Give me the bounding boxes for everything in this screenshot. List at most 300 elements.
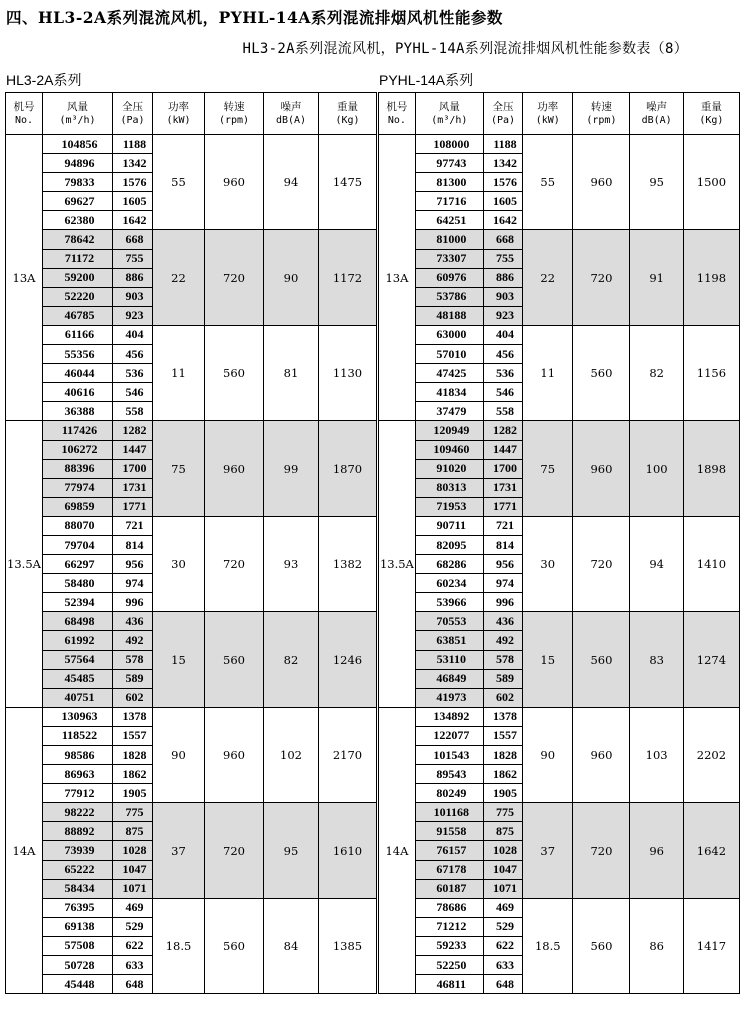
header-power: 功率 (kW) (153, 93, 205, 135)
power-cell: 15 (523, 612, 573, 707)
pressure-cell: 622 (113, 936, 153, 955)
flow-cell: 81000 (415, 230, 483, 249)
speed-cell: 960 (573, 135, 630, 230)
power-cell: 15 (153, 612, 205, 707)
flow-cell: 77974 (43, 478, 113, 497)
pressure-cell: 923 (483, 306, 522, 325)
pressure-cell: 1771 (113, 497, 153, 516)
flow-cell: 88070 (43, 516, 113, 535)
noise-cell: 82 (630, 325, 683, 420)
pressure-cell: 1905 (113, 784, 153, 803)
flow-cell: 71716 (415, 192, 483, 211)
flow-cell: 122077 (415, 726, 483, 745)
pressure-cell: 633 (483, 956, 522, 975)
flow-cell: 104856 (43, 135, 113, 154)
flow-cell: 81300 (415, 173, 483, 192)
pressure-cell: 492 (113, 631, 153, 650)
speed-cell: 560 (205, 612, 264, 707)
speed-cell: 560 (573, 898, 630, 993)
header-weight: 重量 (Kg) (319, 93, 377, 135)
flow-cell: 69859 (43, 497, 113, 516)
weight-cell: 1500 (683, 135, 739, 230)
pressure-cell: 436 (483, 612, 522, 631)
pyhl-series-label: PYHL-14A系列 (379, 72, 474, 88)
flow-cell: 76395 (43, 898, 113, 917)
flow-cell: 57010 (415, 345, 483, 364)
pressure-cell: 436 (113, 612, 153, 631)
pressure-cell: 923 (113, 306, 153, 325)
pressure-cell: 469 (483, 898, 522, 917)
power-cell: 18.5 (523, 898, 573, 993)
speed-cell: 960 (205, 421, 264, 516)
weight-cell: 1610 (319, 803, 377, 898)
flow-cell: 78642 (43, 230, 113, 249)
pressure-cell: 1188 (483, 135, 522, 154)
speed-cell: 720 (205, 803, 264, 898)
flow-cell: 55356 (43, 345, 113, 364)
weight-cell: 1274 (683, 612, 739, 707)
flow-cell: 45485 (43, 669, 113, 688)
flow-cell: 88396 (43, 459, 113, 478)
table-row (379, 135, 740, 154)
pressure-cell: 1828 (113, 746, 153, 765)
noise-cell: 83 (630, 612, 683, 707)
flow-cell: 94896 (43, 154, 113, 173)
table-row (6, 612, 377, 631)
header-pressure: 全压 (Pa) (113, 93, 153, 135)
flow-cell: 64251 (415, 211, 483, 230)
flow-cell: 91020 (415, 459, 483, 478)
flow-cell: 53966 (415, 593, 483, 612)
flow-cell: 46785 (43, 306, 113, 325)
weight-cell: 1246 (319, 612, 377, 707)
header-weight: 重量 (Kg) (683, 93, 739, 135)
pressure-cell: 996 (113, 593, 153, 612)
pressure-cell: 1047 (113, 860, 153, 879)
power-cell: 11 (523, 325, 573, 420)
flow-cell: 60187 (415, 879, 483, 898)
flow-cell: 40616 (43, 383, 113, 402)
pressure-cell: 1576 (113, 173, 153, 192)
pressure-cell: 875 (113, 822, 153, 841)
flow-cell: 57508 (43, 936, 113, 955)
speed-cell: 960 (205, 707, 264, 802)
table-row (379, 898, 740, 917)
flow-cell: 58480 (43, 574, 113, 593)
table-row (6, 707, 377, 726)
pressure-cell: 529 (113, 917, 153, 936)
flow-cell: 68286 (415, 555, 483, 574)
flow-cell: 52394 (43, 593, 113, 612)
table-row (6, 898, 377, 917)
pressure-cell: 1862 (113, 765, 153, 784)
flow-cell: 71953 (415, 497, 483, 516)
flow-cell: 80249 (415, 784, 483, 803)
header-speed: 转速 (rpm) (573, 93, 630, 135)
pressure-cell: 875 (483, 822, 522, 841)
pressure-cell: 1071 (113, 879, 153, 898)
speed-cell: 960 (573, 421, 630, 516)
weight-cell: 1382 (319, 516, 377, 611)
power-cell: 90 (153, 707, 205, 802)
header-machine: 机号 No. (6, 93, 43, 135)
power-cell: 30 (523, 516, 573, 611)
pressure-cell: 404 (483, 325, 522, 344)
header-power: 功率 (kW) (523, 93, 573, 135)
flow-cell: 66297 (43, 555, 113, 574)
noise-cell: 96 (630, 803, 683, 898)
header-machine: 机号 No. (379, 93, 416, 135)
pressure-cell: 775 (483, 803, 522, 822)
pressure-cell: 1342 (113, 154, 153, 173)
table-body (6, 135, 377, 994)
pressure-cell: 1378 (483, 707, 522, 726)
pressure-cell: 1700 (483, 459, 522, 478)
pressure-cell: 956 (483, 555, 522, 574)
flow-cell: 48188 (415, 306, 483, 325)
pressure-cell: 814 (113, 535, 153, 554)
pressure-cell: 814 (483, 535, 522, 554)
pressure-cell: 956 (113, 555, 153, 574)
pressure-cell: 589 (113, 669, 153, 688)
speed-cell: 720 (205, 516, 264, 611)
machine-number-cell: 13.5A (6, 421, 43, 707)
table-row (6, 230, 377, 249)
noise-cell: 93 (264, 516, 319, 611)
table-row (379, 421, 740, 440)
pressure-cell: 886 (483, 268, 522, 287)
flow-cell: 101168 (415, 803, 483, 822)
sub-title: HL3-2A系列混流风机，PYHL-14A系列混流排烟风机性能参数表（8） (242, 41, 688, 57)
flow-cell: 62380 (43, 211, 113, 230)
weight-cell: 1410 (683, 516, 739, 611)
flow-cell: 40751 (43, 688, 113, 707)
flow-cell: 53786 (415, 287, 483, 306)
pressure-cell: 1378 (113, 707, 153, 726)
flow-cell: 58434 (43, 879, 113, 898)
machine-number-cell: 13.5A (379, 421, 416, 707)
pressure-cell: 1731 (113, 478, 153, 497)
flow-cell: 73939 (43, 841, 113, 860)
pressure-cell: 622 (483, 936, 522, 955)
noise-cell: 90 (264, 230, 319, 325)
weight-cell: 2202 (683, 707, 739, 802)
speed-cell: 960 (573, 707, 630, 802)
speed-cell: 720 (573, 803, 630, 898)
noise-cell: 102 (264, 707, 319, 802)
pressure-cell: 602 (113, 688, 153, 707)
flow-cell: 65222 (43, 860, 113, 879)
flow-cell: 69138 (43, 917, 113, 936)
power-cell: 37 (153, 803, 205, 898)
pressure-cell: 1605 (113, 192, 153, 211)
flow-cell: 117426 (43, 421, 113, 440)
flow-cell: 60976 (415, 268, 483, 287)
table-row (6, 135, 377, 154)
weight-cell: 1898 (683, 421, 739, 516)
noise-cell: 103 (630, 707, 683, 802)
pressure-cell: 1557 (113, 726, 153, 745)
pyhl-performance-table (378, 92, 740, 994)
pressure-cell: 1557 (483, 726, 522, 745)
flow-cell: 60234 (415, 574, 483, 593)
power-cell: 22 (523, 230, 573, 325)
pressure-cell: 1731 (483, 478, 522, 497)
pressure-cell: 1700 (113, 459, 153, 478)
flow-cell: 59200 (43, 268, 113, 287)
header-noise: 噪声 dB(A) (264, 93, 319, 135)
pressure-cell: 1028 (483, 841, 522, 860)
flow-cell: 97743 (415, 154, 483, 173)
noise-cell: 91 (630, 230, 683, 325)
pressure-cell: 456 (483, 345, 522, 364)
flow-cell: 77912 (43, 784, 113, 803)
table-header-row (6, 93, 377, 135)
flow-cell: 89543 (415, 765, 483, 784)
flow-cell: 61992 (43, 631, 113, 650)
table-row (379, 803, 740, 822)
table-row (6, 421, 377, 440)
flow-cell: 46811 (415, 975, 483, 994)
speed-cell: 560 (205, 898, 264, 993)
weight-cell: 1417 (683, 898, 739, 993)
noise-cell: 86 (630, 898, 683, 993)
noise-cell: 95 (264, 803, 319, 898)
flow-cell: 50728 (43, 956, 113, 975)
flow-cell: 90711 (415, 516, 483, 535)
table-header-row (379, 93, 740, 135)
pressure-cell: 1028 (113, 841, 153, 860)
machine-number-cell: 14A (6, 707, 43, 993)
speed-cell: 720 (205, 230, 264, 325)
pressure-cell: 1447 (483, 440, 522, 459)
flow-cell: 71172 (43, 249, 113, 268)
power-cell: 11 (153, 325, 205, 420)
pressure-cell: 633 (113, 956, 153, 975)
pressure-cell: 1047 (483, 860, 522, 879)
flow-cell: 41973 (415, 688, 483, 707)
flow-cell: 37479 (415, 402, 483, 421)
header-pressure: 全压 (Pa) (483, 93, 522, 135)
pressure-cell: 492 (483, 631, 522, 650)
flow-cell: 59233 (415, 936, 483, 955)
pressure-cell: 546 (483, 383, 522, 402)
pressure-cell: 721 (483, 516, 522, 535)
flow-cell: 68498 (43, 612, 113, 631)
power-cell: 37 (523, 803, 573, 898)
pressure-cell: 755 (113, 249, 153, 268)
power-cell: 18.5 (153, 898, 205, 993)
pressure-cell: 903 (483, 287, 522, 306)
flow-cell: 70553 (415, 612, 483, 631)
power-cell: 55 (153, 135, 205, 230)
header-flow: 风量 (m³/h) (415, 93, 483, 135)
flow-cell: 88892 (43, 822, 113, 841)
flow-cell: 61166 (43, 325, 113, 344)
pressure-cell: 775 (113, 803, 153, 822)
power-cell: 55 (523, 135, 573, 230)
pressure-cell: 1576 (483, 173, 522, 192)
pressure-cell: 974 (113, 574, 153, 593)
flow-cell: 46044 (43, 364, 113, 383)
table-row (6, 803, 377, 822)
hl-series-label: HL3-2A系列 (6, 72, 82, 88)
flow-cell: 69627 (43, 192, 113, 211)
flow-cell: 80313 (415, 478, 483, 497)
weight-cell: 1172 (319, 230, 377, 325)
weight-cell: 1385 (319, 898, 377, 993)
flow-cell: 106272 (43, 440, 113, 459)
pressure-cell: 558 (483, 402, 522, 421)
noise-cell: 99 (264, 421, 319, 516)
flow-cell: 120949 (415, 421, 483, 440)
header-noise: 噪声 dB(A) (630, 93, 683, 135)
weight-cell: 2170 (319, 707, 377, 802)
pressure-cell: 668 (113, 230, 153, 249)
flow-cell: 101543 (415, 746, 483, 765)
noise-cell: 82 (264, 612, 319, 707)
pressure-cell: 721 (113, 516, 153, 535)
table-row (379, 612, 740, 631)
pressure-cell: 755 (483, 249, 522, 268)
noise-cell: 95 (630, 135, 683, 230)
pressure-cell: 1828 (483, 746, 522, 765)
table-row (379, 516, 740, 535)
pressure-cell: 1447 (113, 440, 153, 459)
pressure-cell: 1188 (113, 135, 153, 154)
flow-cell: 86963 (43, 765, 113, 784)
noise-cell: 94 (264, 135, 319, 230)
flow-cell: 63000 (415, 325, 483, 344)
power-cell: 75 (153, 421, 205, 516)
pressure-cell: 578 (483, 650, 522, 669)
flow-cell: 46849 (415, 669, 483, 688)
table-row (379, 707, 740, 726)
pressure-cell: 903 (113, 287, 153, 306)
flow-cell: 36388 (43, 402, 113, 421)
pressure-cell: 1282 (113, 421, 153, 440)
pressure-cell: 974 (483, 574, 522, 593)
weight-cell: 1642 (683, 803, 739, 898)
pressure-cell: 1605 (483, 192, 522, 211)
pressure-cell: 404 (113, 325, 153, 344)
pressure-cell: 536 (113, 364, 153, 383)
noise-cell: 84 (264, 898, 319, 993)
machine-number-cell: 14A (379, 707, 416, 993)
pressure-cell: 1642 (113, 211, 153, 230)
pressure-cell: 1642 (483, 211, 522, 230)
flow-cell: 71212 (415, 917, 483, 936)
flow-cell: 76157 (415, 841, 483, 860)
weight-cell: 1870 (319, 421, 377, 516)
header-speed: 转速 (rpm) (205, 93, 264, 135)
machine-number-cell: 13A (6, 135, 43, 421)
flow-cell: 118522 (43, 726, 113, 745)
noise-cell: 94 (630, 516, 683, 611)
pressure-cell: 1905 (483, 784, 522, 803)
table-row (6, 516, 377, 535)
flow-cell: 52220 (43, 287, 113, 306)
flow-cell: 52250 (415, 956, 483, 975)
pressure-cell: 546 (113, 383, 153, 402)
table-body (379, 135, 740, 994)
flow-cell: 109460 (415, 440, 483, 459)
pressure-cell: 456 (113, 345, 153, 364)
speed-cell: 560 (573, 325, 630, 420)
pressure-cell: 578 (113, 650, 153, 669)
pressure-cell: 648 (483, 975, 522, 994)
machine-number-cell: 13A (379, 135, 416, 421)
pressure-cell: 558 (113, 402, 153, 421)
hl-performance-table (5, 92, 377, 994)
header-flow: 风量 (m³/h) (43, 93, 113, 135)
weight-cell: 1198 (683, 230, 739, 325)
speed-cell: 720 (573, 516, 630, 611)
table-row (379, 230, 740, 249)
weight-cell: 1475 (319, 135, 377, 230)
speed-cell: 960 (205, 135, 264, 230)
pressure-cell: 1282 (483, 421, 522, 440)
flow-cell: 63851 (415, 631, 483, 650)
pressure-cell: 529 (483, 917, 522, 936)
flow-cell: 130963 (43, 707, 113, 726)
speed-cell: 560 (573, 612, 630, 707)
main-title: 四、HL3-2A系列混流风机，PYHL-14A系列混流排烟风机性能参数 (6, 8, 503, 27)
pressure-cell: 1342 (483, 154, 522, 173)
flow-cell: 47425 (415, 364, 483, 383)
table-row (6, 325, 377, 344)
noise-cell: 100 (630, 421, 683, 516)
power-cell: 22 (153, 230, 205, 325)
pressure-cell: 1862 (483, 765, 522, 784)
flow-cell: 73307 (415, 249, 483, 268)
weight-cell: 1156 (683, 325, 739, 420)
power-cell: 75 (523, 421, 573, 516)
speed-cell: 720 (573, 230, 630, 325)
pressure-cell: 1071 (483, 879, 522, 898)
pressure-cell: 536 (483, 364, 522, 383)
noise-cell: 81 (264, 325, 319, 420)
flow-cell: 134892 (415, 707, 483, 726)
speed-cell: 560 (205, 325, 264, 420)
flow-cell: 45448 (43, 975, 113, 994)
flow-cell: 98586 (43, 746, 113, 765)
pressure-cell: 886 (113, 268, 153, 287)
weight-cell: 1130 (319, 325, 377, 420)
table-row (379, 325, 740, 344)
power-cell: 90 (523, 707, 573, 802)
power-cell: 30 (153, 516, 205, 611)
pressure-cell: 648 (113, 975, 153, 994)
pressure-cell: 469 (113, 898, 153, 917)
flow-cell: 41834 (415, 383, 483, 402)
pressure-cell: 1771 (483, 497, 522, 516)
flow-cell: 91558 (415, 822, 483, 841)
pressure-cell: 668 (483, 230, 522, 249)
flow-cell: 79704 (43, 535, 113, 554)
pressure-cell: 589 (483, 669, 522, 688)
pressure-cell: 996 (483, 593, 522, 612)
flow-cell: 79833 (43, 173, 113, 192)
pressure-cell: 602 (483, 688, 522, 707)
flow-cell: 67178 (415, 860, 483, 879)
flow-cell: 78686 (415, 898, 483, 917)
flow-cell: 53110 (415, 650, 483, 669)
flow-cell: 57564 (43, 650, 113, 669)
flow-cell: 108000 (415, 135, 483, 154)
flow-cell: 82095 (415, 535, 483, 554)
flow-cell: 98222 (43, 803, 113, 822)
